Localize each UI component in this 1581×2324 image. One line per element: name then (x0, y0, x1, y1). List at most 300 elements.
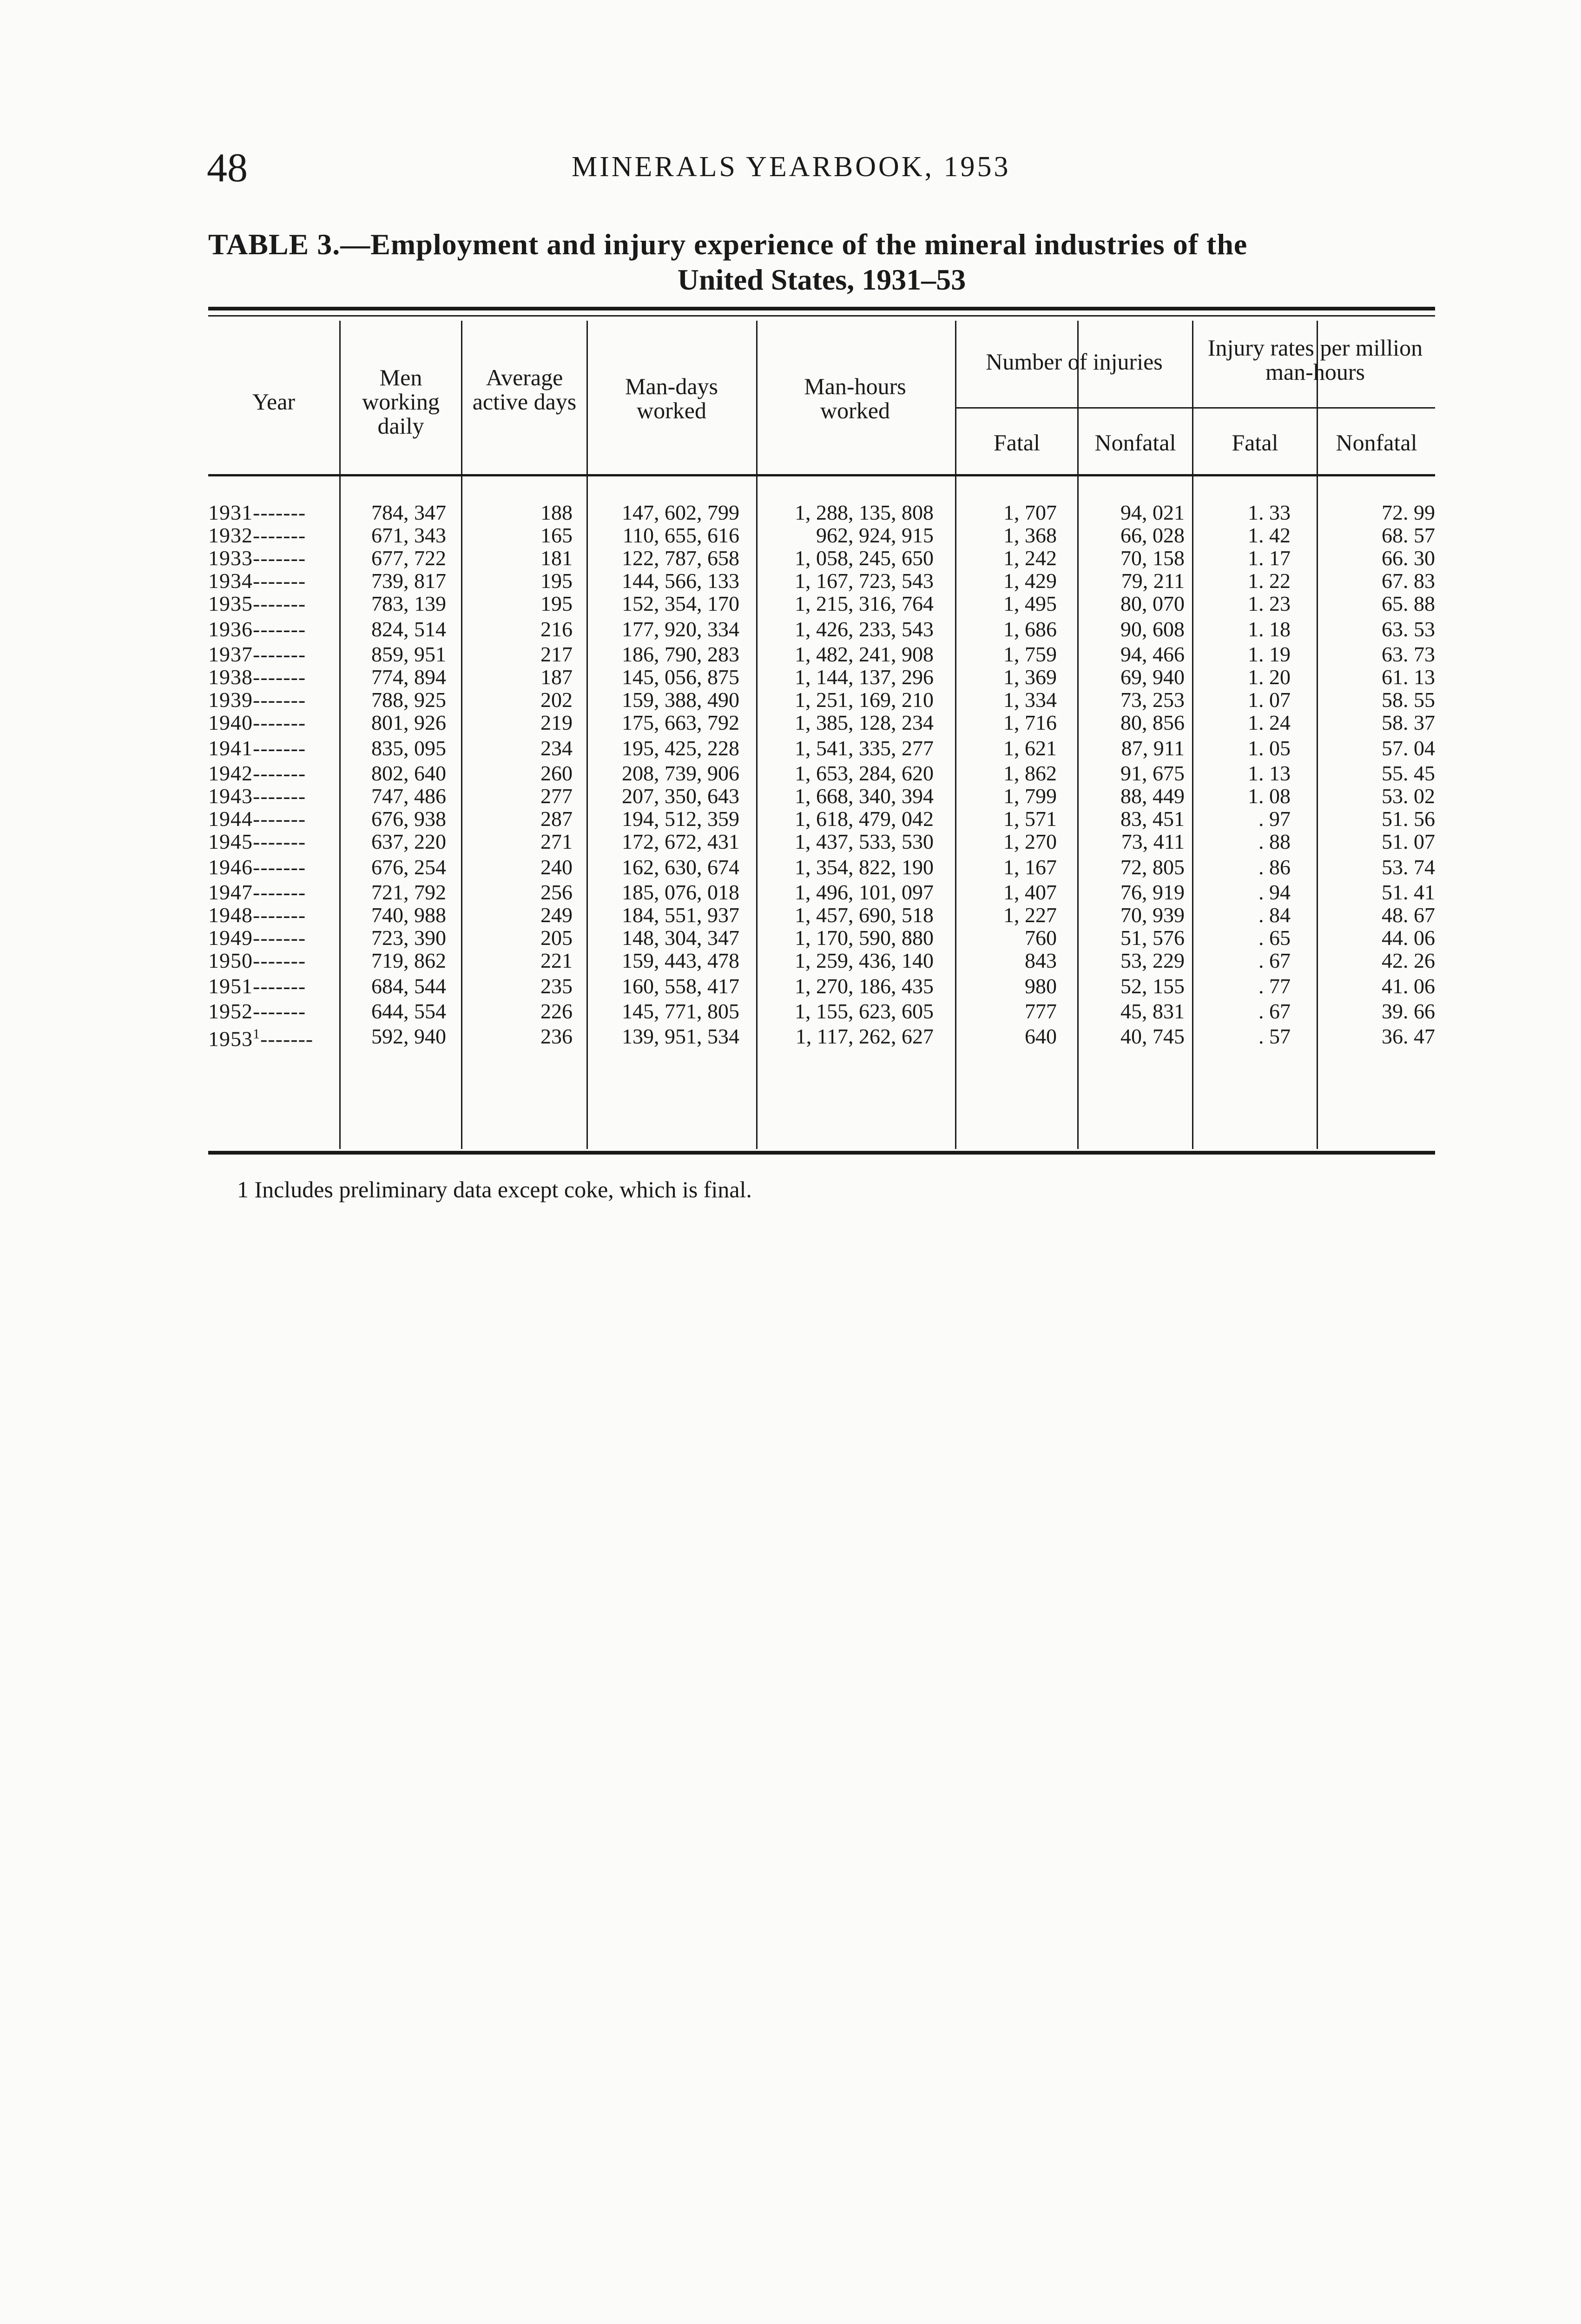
table-row (208, 734, 1435, 762)
leader-dots: ------- (253, 880, 306, 904)
man-hours-cell: 962, 924, 915 (816, 523, 934, 547)
days-cell: 240 (540, 855, 573, 879)
rate-fatal-cell: . 97 (1258, 807, 1291, 831)
days-cell: 195 (540, 592, 573, 615)
year-label: 1932 (208, 523, 253, 547)
days-cell: 219 (540, 711, 573, 734)
nonfatal-cell: 94, 021 (1120, 501, 1185, 524)
table-bottom-rule (208, 1151, 1435, 1155)
nonfatal-cell: 80, 856 (1120, 711, 1185, 734)
leader-dots: ------- (253, 807, 306, 831)
subheader-rule (956, 407, 1435, 409)
rate-nonfatal-cell: 48. 67 (1382, 903, 1435, 927)
man-days-cell: 147, 602, 799 (622, 501, 739, 524)
year-cell (208, 807, 339, 830)
header-injuries-fatal: Fatal (994, 429, 1040, 456)
men-cell: 824, 514 (371, 617, 446, 641)
year-label: 1938 (208, 665, 253, 689)
year-label: 1942 (208, 761, 253, 785)
year-label: 1943 (208, 784, 253, 808)
rate-nonfatal-cell: 53. 74 (1382, 855, 1435, 879)
rate-fatal-cell: . 67 (1258, 999, 1291, 1023)
year-cell (208, 785, 339, 807)
fatal-cell: 1, 621 (1003, 736, 1057, 760)
fatal-cell: 777 (1025, 999, 1057, 1023)
year-cell (208, 904, 339, 926)
fatal-cell: 1, 227 (1003, 903, 1057, 927)
men-cell: 859, 951 (371, 642, 446, 666)
men-cell: 740, 988 (371, 903, 446, 927)
leader-dots: ------- (253, 855, 306, 879)
man-days-cell: 175, 663, 792 (622, 711, 739, 734)
man-hours-cell: 1, 144, 137, 296 (795, 665, 934, 689)
header-rates-fatal: Fatal (1232, 429, 1278, 456)
days-cell: 205 (540, 926, 573, 950)
nonfatal-cell: 51, 576 (1120, 926, 1185, 950)
year-cell (208, 711, 339, 734)
leader-dots: ------- (253, 523, 306, 547)
fatal-cell: 1, 495 (1003, 592, 1057, 615)
table-row (208, 762, 1435, 785)
year-label: 1948 (208, 903, 253, 927)
leader-dots: ------- (260, 1027, 314, 1051)
days-cell: 287 (540, 807, 573, 831)
year-label: 1945 (208, 830, 253, 853)
table-row (208, 592, 1435, 615)
days-cell: 165 (540, 523, 573, 547)
year-cell (208, 666, 339, 688)
fatal-cell: 1, 368 (1003, 523, 1057, 547)
year-label: 1944 (208, 807, 253, 831)
men-cell: 739, 817 (371, 569, 446, 593)
man-days-cell: 145, 771, 805 (622, 999, 739, 1023)
leader-dots: ------- (253, 999, 306, 1023)
days-cell: 236 (540, 1024, 573, 1049)
nonfatal-cell: 72, 805 (1120, 855, 1185, 879)
rate-fatal-cell: 1. 20 (1248, 665, 1291, 689)
nonfatal-cell: 52, 155 (1120, 974, 1185, 998)
leader-dots: ------- (253, 501, 306, 524)
fatal-cell: 1, 242 (1003, 546, 1057, 570)
rate-nonfatal-cell: 51. 07 (1382, 830, 1435, 853)
nonfatal-cell: 80, 070 (1120, 592, 1185, 615)
year-label: 1949 (208, 926, 253, 950)
nonfatal-cell: 76, 919 (1120, 880, 1185, 904)
year-label: 1939 (208, 688, 253, 712)
year-cell (208, 853, 339, 881)
rate-nonfatal-cell: 36. 47 (1382, 1024, 1435, 1049)
leader-dots: ------- (253, 926, 306, 950)
table-row (208, 807, 1435, 830)
man-days-cell: 160, 558, 417 (622, 974, 739, 998)
nonfatal-cell: 66, 028 (1120, 523, 1185, 547)
year-label: 1953 (208, 1027, 253, 1051)
man-days-cell: 195, 425, 228 (622, 736, 739, 760)
fatal-cell: 760 (1025, 926, 1057, 950)
leader-dots: ------- (253, 546, 306, 570)
man-hours-cell: 1, 653, 284, 620 (795, 761, 934, 785)
man-hours-cell: 1, 259, 436, 140 (795, 949, 934, 972)
man-days-cell: 122, 787, 658 (622, 546, 739, 570)
man-hours-cell: 1, 385, 128, 234 (795, 711, 934, 734)
year-label: 1941 (208, 736, 253, 760)
fatal-cell: 1, 799 (1003, 784, 1057, 808)
fatal-cell: 1, 571 (1003, 807, 1057, 831)
man-days-cell: 139, 951, 534 (622, 1024, 739, 1049)
table-row (208, 881, 1435, 904)
year-label: 1950 (208, 949, 253, 972)
rate-fatal-cell: 1. 33 (1248, 501, 1291, 524)
men-cell: 747, 486 (371, 784, 446, 808)
year-label: 1936 (208, 617, 253, 641)
rate-nonfatal-cell: 42. 26 (1382, 949, 1435, 972)
man-hours-cell: 1, 058, 245, 650 (795, 546, 934, 570)
year-cell (208, 734, 339, 762)
year-cell (208, 592, 339, 615)
days-cell: 187 (540, 665, 573, 689)
year-cell (208, 949, 339, 972)
rate-nonfatal-cell: 41. 06 (1382, 974, 1435, 998)
man-hours-cell: 1, 482, 241, 908 (795, 642, 934, 666)
fatal-cell: 1, 369 (1003, 665, 1057, 689)
year-cell (208, 762, 339, 785)
table-row (208, 926, 1435, 949)
nonfatal-cell: 87, 911 (1121, 736, 1185, 760)
days-cell: 260 (540, 761, 573, 785)
man-days-cell: 148, 304, 347 (622, 926, 739, 950)
men-cell: 676, 938 (371, 807, 446, 831)
table-row (208, 524, 1435, 547)
table-row (208, 830, 1435, 853)
man-hours-cell: 1, 668, 340, 394 (795, 784, 934, 808)
man-days-cell: 162, 630, 674 (622, 855, 739, 879)
days-cell: 249 (540, 903, 573, 927)
leader-dots: ------- (253, 736, 306, 760)
year-label: 1951 (208, 974, 253, 998)
man-days-cell: 184, 551, 937 (622, 903, 739, 927)
days-cell: 256 (540, 880, 573, 904)
year-cell (208, 501, 339, 524)
man-days-cell: 145, 056, 875 (622, 665, 739, 689)
men-cell: 719, 862 (371, 949, 446, 972)
man-hours-cell: 1, 541, 335, 277 (795, 736, 934, 760)
fatal-cell: 640 (1025, 1024, 1057, 1049)
nonfatal-cell: 90, 608 (1120, 617, 1185, 641)
nonfatal-cell: 88, 449 (1120, 784, 1185, 808)
table-row (208, 853, 1435, 881)
rate-fatal-cell: 1. 42 (1248, 523, 1291, 547)
year-cell (208, 1000, 339, 1023)
table-row (208, 569, 1435, 592)
days-cell: 235 (540, 974, 573, 998)
man-days-cell: 185, 076, 018 (622, 880, 739, 904)
man-days-cell: 177, 920, 334 (622, 617, 739, 641)
rate-nonfatal-cell: 58. 55 (1382, 688, 1435, 712)
year-label: 1931 (208, 501, 253, 524)
man-hours-cell: 1, 270, 186, 435 (795, 974, 934, 998)
days-cell: 217 (540, 642, 573, 666)
men-cell: 723, 390 (371, 926, 446, 950)
rate-fatal-cell: 1. 19 (1248, 642, 1291, 666)
table-caption-line-2: United States, 1931–53 (677, 263, 966, 296)
rate-fatal-cell: 1. 05 (1248, 736, 1291, 760)
fatal-cell: 1, 686 (1003, 617, 1057, 641)
year-label: 1934 (208, 569, 253, 593)
table-top-rule-thin (208, 315, 1435, 317)
men-cell: 677, 722 (371, 546, 446, 570)
rate-fatal-cell: . 67 (1258, 949, 1291, 972)
page-number: 48 (207, 145, 248, 191)
rate-nonfatal-cell: 51. 41 (1382, 880, 1435, 904)
fatal-cell: 1, 862 (1003, 761, 1057, 785)
man-hours-cell: 1, 117, 262, 627 (795, 1024, 934, 1049)
leader-dots: ------- (253, 761, 306, 785)
year-cell (208, 926, 339, 949)
nonfatal-cell: 70, 939 (1120, 903, 1185, 927)
year-cell (208, 643, 339, 666)
men-cell: 684, 544 (371, 974, 446, 998)
header-bottom-rule (208, 474, 1435, 476)
leader-dots: ------- (253, 903, 306, 927)
table-row (208, 688, 1435, 711)
man-days-cell: 194, 512, 359 (622, 807, 739, 831)
header-man-days-worked: Man-days worked (625, 373, 718, 423)
men-cell: 783, 139 (371, 592, 446, 615)
men-cell: 774, 894 (371, 665, 446, 689)
header-year: Year (252, 389, 296, 415)
year-cell (208, 1023, 339, 1050)
rate-nonfatal-cell: 63. 73 (1382, 642, 1435, 666)
days-cell: 202 (540, 688, 573, 712)
man-days-cell: 110, 655, 616 (622, 523, 739, 547)
table-row (208, 1000, 1435, 1023)
year-label: 1933 (208, 546, 253, 570)
leader-dots: ------- (253, 617, 306, 641)
man-hours-cell: 1, 288, 135, 808 (795, 501, 934, 524)
man-days-cell: 186, 790, 283 (622, 642, 739, 666)
header-injury-rates: Injury rates per million man-hours (1207, 335, 1423, 385)
days-cell: 216 (540, 617, 573, 641)
fatal-cell: 1, 707 (1003, 501, 1057, 524)
year-label: 1952 (208, 999, 253, 1023)
men-cell: 721, 792 (371, 880, 446, 904)
leader-dots: ------- (253, 665, 306, 689)
man-hours-cell: 1, 457, 690, 518 (795, 903, 934, 927)
rate-fatal-cell: . 94 (1258, 880, 1291, 904)
running-head: MINERALS YEARBOOK, 1953 (572, 151, 1011, 183)
days-cell: 181 (540, 546, 573, 570)
fatal-cell: 1, 270 (1003, 830, 1057, 853)
fatal-cell: 1, 759 (1003, 642, 1057, 666)
rate-fatal-cell: . 86 (1258, 855, 1291, 879)
header-rates-nonfatal: Nonfatal (1336, 429, 1417, 456)
rate-fatal-cell: . 77 (1258, 974, 1291, 998)
leader-dots: ------- (253, 784, 306, 808)
fatal-cell: 1, 429 (1003, 569, 1057, 593)
year-cell (208, 881, 339, 904)
year-label: 1947 (208, 880, 253, 904)
table-row (208, 501, 1435, 524)
man-hours-cell: 1, 167, 723, 543 (795, 569, 934, 593)
man-days-cell: 152, 354, 170 (622, 592, 739, 615)
days-cell: 234 (540, 736, 573, 760)
table-top-rule (208, 307, 1435, 310)
rate-nonfatal-cell: 67. 83 (1382, 569, 1435, 593)
man-hours-cell: 1, 251, 169, 210 (795, 688, 934, 712)
men-cell: 801, 926 (371, 711, 446, 734)
rate-fatal-cell: 1. 17 (1248, 546, 1291, 570)
year-cell (208, 569, 339, 592)
man-hours-cell: 1, 155, 623, 605 (795, 999, 934, 1023)
man-days-cell: 207, 350, 643 (622, 784, 739, 808)
table-row (208, 1023, 1435, 1050)
days-cell: 221 (540, 949, 573, 972)
fatal-cell: 1, 716 (1003, 711, 1057, 734)
man-days-cell: 159, 388, 490 (622, 688, 739, 712)
fatal-cell: 1, 407 (1003, 880, 1057, 904)
rate-fatal-cell: 1. 18 (1248, 617, 1291, 641)
rate-nonfatal-cell: 55. 45 (1382, 761, 1435, 785)
header-average-active-days: Average active days (472, 364, 577, 415)
rate-nonfatal-cell: 57. 04 (1382, 736, 1435, 760)
table-row (208, 904, 1435, 926)
man-days-cell: 144, 566, 133 (622, 569, 739, 593)
men-cell: 644, 554 (371, 999, 446, 1023)
rate-fatal-cell: 1. 22 (1248, 569, 1291, 593)
fatal-cell: 980 (1025, 974, 1057, 998)
table-row (208, 643, 1435, 666)
rate-fatal-cell: . 84 (1258, 903, 1291, 927)
rate-nonfatal-cell: 66. 30 (1382, 546, 1435, 570)
year-cell (208, 830, 339, 853)
man-hours-cell: 1, 618, 479, 042 (795, 807, 934, 831)
men-cell: 835, 095 (371, 736, 446, 760)
men-cell: 802, 640 (371, 761, 446, 785)
nonfatal-cell: 45, 831 (1120, 999, 1185, 1023)
year-cell (208, 524, 339, 547)
header-injuries-nonfatal: Nonfatal (1094, 429, 1176, 456)
header-number-of-injuries: Number of injuries (986, 349, 1163, 375)
leader-dots: ------- (253, 642, 306, 666)
year-cell (208, 547, 339, 569)
rate-fatal-cell: 1. 08 (1248, 784, 1291, 808)
man-hours-cell: 1, 215, 316, 764 (795, 592, 934, 615)
man-hours-cell: 1, 496, 101, 097 (795, 880, 934, 904)
table-row (208, 666, 1435, 688)
men-cell: 592, 940 (371, 1024, 446, 1049)
year-cell (208, 615, 339, 643)
days-cell: 188 (540, 501, 573, 524)
table-caption-line-1: TABLE 3.—Employment and injury experience of the mineral industries of the (208, 228, 1248, 261)
fatal-cell: 1, 167 (1003, 855, 1057, 879)
rate-fatal-cell: 1. 13 (1248, 761, 1291, 785)
rate-nonfatal-cell: 44. 06 (1382, 926, 1435, 950)
leader-dots: ------- (253, 688, 306, 712)
rate-nonfatal-cell: 39. 66 (1382, 999, 1435, 1023)
rate-nonfatal-cell: 68. 57 (1382, 523, 1435, 547)
table-row (208, 972, 1435, 1000)
rate-nonfatal-cell: 63. 53 (1382, 617, 1435, 641)
nonfatal-cell: 79, 211 (1121, 569, 1185, 593)
men-cell: 676, 254 (371, 855, 446, 879)
rate-nonfatal-cell: 51. 56 (1382, 807, 1435, 831)
man-days-cell: 159, 443, 478 (622, 949, 739, 972)
men-cell: 784, 347 (371, 501, 446, 524)
nonfatal-cell: 83, 451 (1120, 807, 1185, 831)
footnote-marker: 1 (253, 1026, 260, 1042)
rate-nonfatal-cell: 65. 88 (1382, 592, 1435, 615)
year-cell (208, 688, 339, 711)
nonfatal-cell: 94, 466 (1120, 642, 1185, 666)
nonfatal-cell: 70, 158 (1120, 546, 1185, 570)
nonfatal-cell: 40, 745 (1120, 1024, 1185, 1049)
leader-dots: ------- (253, 569, 306, 593)
leader-dots: ------- (253, 711, 306, 734)
nonfatal-cell: 91, 675 (1120, 761, 1185, 785)
header-man-hours-worked: Man-hours worked (804, 373, 906, 423)
rate-fatal-cell: 1. 24 (1248, 711, 1291, 734)
table-row (208, 547, 1435, 569)
fatal-cell: 843 (1025, 949, 1057, 972)
year-label: 1935 (208, 592, 253, 615)
nonfatal-cell: 73, 253 (1120, 688, 1185, 712)
rate-nonfatal-cell: 58. 37 (1382, 711, 1435, 734)
table-row (208, 949, 1435, 972)
table-row (208, 785, 1435, 807)
nonfatal-cell: 53, 229 (1120, 949, 1185, 972)
men-cell: 671, 343 (371, 523, 446, 547)
rate-fatal-cell: 1. 07 (1248, 688, 1291, 712)
rate-fatal-cell: . 57 (1258, 1024, 1291, 1049)
nonfatal-cell: 69, 940 (1120, 665, 1185, 689)
table-caption (208, 227, 1435, 297)
rate-fatal-cell: . 65 (1258, 926, 1291, 950)
days-cell: 277 (540, 784, 573, 808)
men-cell: 788, 925 (371, 688, 446, 712)
data-table (208, 501, 1435, 1050)
leader-dots: ------- (253, 974, 306, 998)
year-label: 1937 (208, 642, 253, 666)
leader-dots: ------- (253, 830, 306, 853)
man-days-cell: 172, 672, 431 (622, 830, 739, 853)
year-cell (208, 972, 339, 1000)
table-row (208, 711, 1435, 734)
nonfatal-cell: 73, 411 (1121, 830, 1185, 853)
fatal-cell: 1, 334 (1003, 688, 1057, 712)
rate-fatal-cell: 1. 23 (1248, 592, 1291, 615)
rate-fatal-cell: . 88 (1258, 830, 1291, 853)
days-cell: 195 (540, 569, 573, 593)
days-cell: 271 (540, 830, 573, 853)
header-men-working-daily: Men working daily (362, 364, 440, 439)
leader-dots: ------- (253, 592, 306, 615)
year-label: 1940 (208, 711, 253, 734)
data-table-body (208, 501, 1435, 1050)
leader-dots: ------- (253, 949, 306, 972)
footnote: 1 Includes preliminary data except coke, which is final. (237, 1176, 752, 1202)
men-cell: 637, 220 (371, 830, 446, 853)
rate-nonfatal-cell: 61. 13 (1382, 665, 1435, 689)
man-hours-cell: 1, 354, 822, 190 (795, 855, 934, 879)
man-days-cell: 208, 739, 906 (622, 761, 739, 785)
table-row (208, 615, 1435, 643)
man-hours-cell: 1, 170, 590, 880 (795, 926, 934, 950)
rate-nonfatal-cell: 72. 99 (1382, 501, 1435, 524)
year-label: 1946 (208, 855, 253, 879)
rate-nonfatal-cell: 53. 02 (1382, 784, 1435, 808)
man-hours-cell: 1, 426, 233, 543 (795, 617, 934, 641)
days-cell: 226 (540, 999, 573, 1023)
